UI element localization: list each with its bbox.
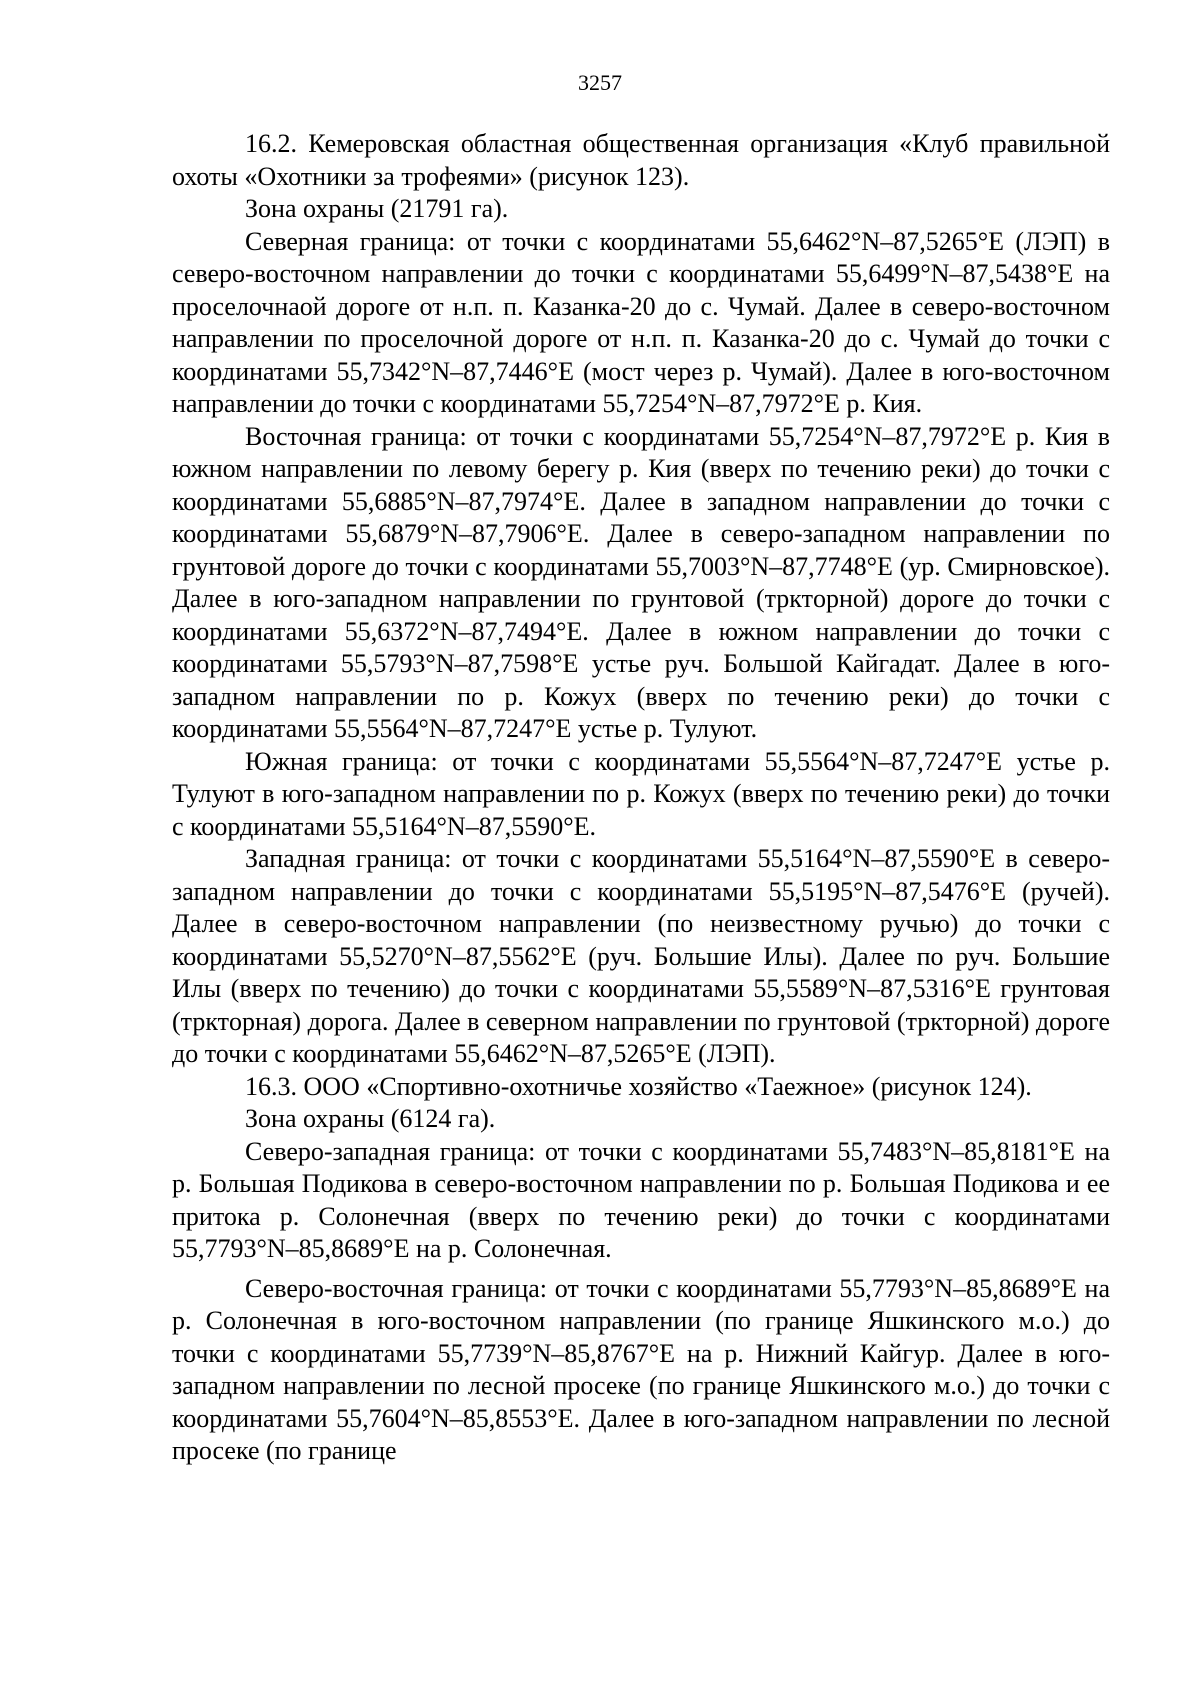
paragraph-northeastern-border: Северо-восточная граница: от точки с координатами 55,7793°N–85,8689°E на р. Солонечная в юго-восточном направлении (по границе Яшкинского м.о.) до точки с координатами 55,7739°N–85,8767°E на р. Нижний Кайгур. Далее в юго-западном направлении по лесной просеке (по границе Яшкинского м.о.) до точки с координатами 55,7604°N–85,8553°E. Далее в юго-западном направлении по лесной просеке (по границе [172, 1273, 1110, 1465]
paragraph-section-16-2-title: 16.2. Кемеровская областная общественная организация «Клуб правильной охоты «Охотники за трофеями» (рисунок 123). [172, 129, 1110, 191]
paragraph-northern-border: Северная граница: от точки с координатами 55,6462°N–87,5265°E (ЛЭП) в северо-восточном направлении до точки с координатами 55,6499°N–87,5438°E на проселочнаой дороге от н.п. п. Казанка-20 до с. Чумай. Далее в северо-восточном направлении по проселочной дороге от н.п. п. Казанка-20 до с. Чумай до точки с координатами 55,7342°N–87,7446°E (мост через р. Чумай). Далее в юго-восточном направлении до точки с координатами 55,7254°N–87,7972°E р. Кия. [172, 226, 1110, 418]
paragraph-protection-zone-16-2: Зона охраны (21791 га). [245, 194, 509, 223]
paragraph-northwestern-border: Северо-западная граница: от точки с координатами 55,7483°N–85,8181°E на р. Большая Подикова в северо-восточном направлении по р. Большая Подикова и ее притока р. Солонечная (вверх по течению реки) до точки с координатами 55,7793°N–85,8689°E на р. Солонечная. [172, 1136, 1110, 1263]
paragraph-southern-border: Южная граница: от точки с координатами 55,5564°N–87,7247°E устье р. Тулуют в юго-западном направлении по р. Кожух (вверх по течению реки) до точки с координатами 55,5164°N–87,5590°E. [172, 746, 1110, 841]
paragraph-section-16-3-title: 16.3. ООО «Спортивно-охотничье хозяйство «Таежное» (рисунок 124). [245, 1071, 1032, 1101]
paragraph-protection-zone-16-3: Зона охраны (6124 га). [245, 1104, 496, 1133]
document-body [172, 128, 1110, 1468]
page-number: 3257 [578, 70, 622, 95]
paragraph-eastern-border: Восточная граница: от точки с координатами 55,7254°N–87,7972°E р. Кия в южном направлении по левому берегу р. Кия (вверх по течению реки) до точки с координатами 55,6885°N–87,7974°E. Далее в западном направлении до точки с координатами 55,6879°N–87,7906°E. Далее в северо-западном направлении по грунтовой дороге до точки с координатами 55,7003°N–87,7748°E (ур. Смирновское). Далее в юго-западном направлении по грунтовой (трктoрной) дороге до точки с координатами 55,6372°N–87,7494°E. Далее в южном направлении до точки с координатами 55,5793°N–87,7598°E устье руч. Большой Кайгадат. Далее в юго-западном направлении по р. Кожух (вверх по течению реки) до точки с координатами 55,5564°N–87,7247°E устье р. Тулуют. [172, 421, 1110, 743]
paragraph-western-border: Западная граница: от точки с координатами 55,5164°N–87,5590°E в северо-западном направлении до точки с координатами 55,5195°N–87,5476°E (ручей). Далее в северо-восточном направлении (по неизвестному ручью) до точки с координатами 55,5270°N–87,5562°E (руч. Большие Илы). Далее по руч. Большие Илы (вверх по течению) до точки с координатами 55,5589°N–87,5316°E грунтовая (трктoрная) дорога. Далее в северном направлении по грунтовой (трктoрной) дороге до точки с координатами 55,6462°N–87,5265°E (ЛЭП). [172, 844, 1110, 1068]
